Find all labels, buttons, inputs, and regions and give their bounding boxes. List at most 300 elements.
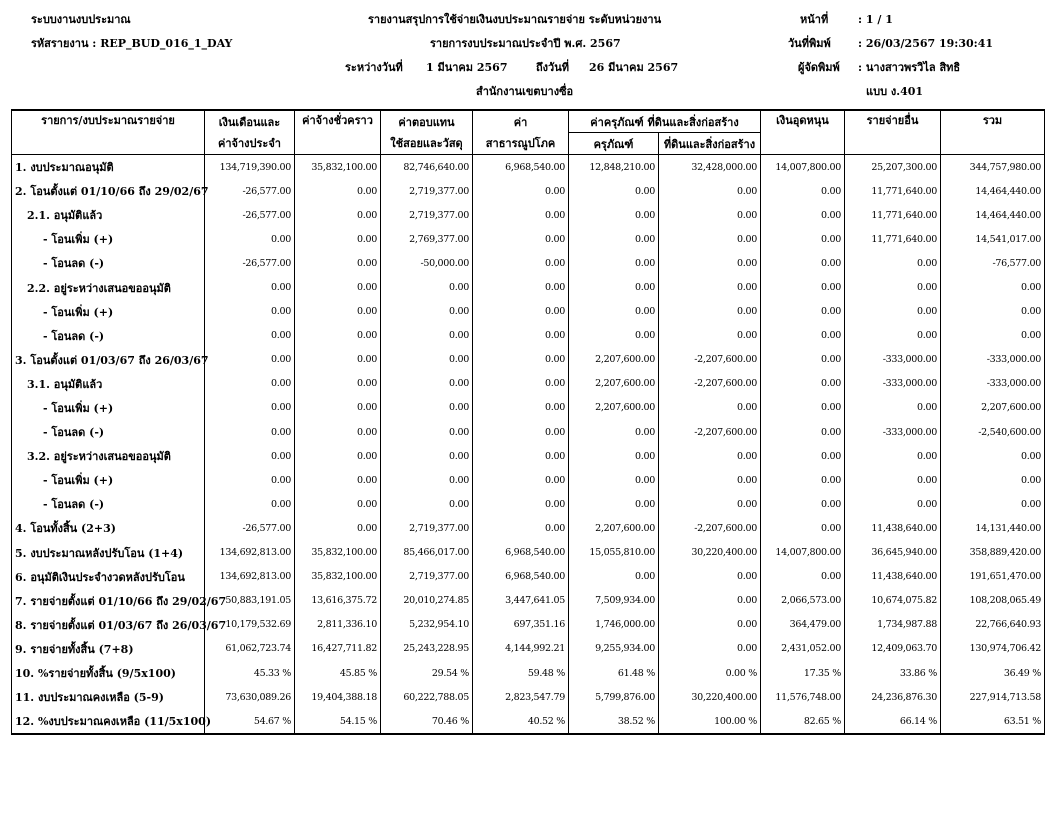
row-value: 73,630,089.26	[205, 685, 295, 709]
row-value: 0.00	[473, 348, 569, 372]
row-value: 54.15 %	[295, 709, 381, 734]
row-value: 11,576,748.00	[761, 685, 845, 709]
col-temp-wage-header-blank	[295, 133, 381, 155]
row-value: 227,914,713.58	[941, 685, 1045, 709]
row-value: -26,577.00	[205, 516, 295, 540]
row-value: 0.00	[569, 420, 659, 444]
row-value: 0.00	[761, 275, 845, 299]
row-value: 0.00	[761, 396, 845, 420]
row-value: 0.00	[473, 444, 569, 468]
row-value: 85,466,017.00	[381, 541, 473, 565]
row-value: 0.00	[569, 179, 659, 203]
row-label: 7. รายจ่ายตั้งแต่ 01/10/66 ถึง 29/02/67	[12, 589, 205, 613]
row-value: -333,000.00	[941, 372, 1045, 396]
row-label: 4. โอนทั้งสิ้น (2+3)	[12, 516, 205, 540]
row-value: 0.00	[381, 372, 473, 396]
budget-summary-table	[11, 109, 1045, 735]
table-row	[12, 251, 1045, 275]
row-value: 2,719,377.00	[381, 179, 473, 203]
row-value: 12,409,063.70	[845, 637, 941, 661]
row-value: 358,889,420.00	[941, 541, 1045, 565]
row-value: 0.00	[761, 372, 845, 396]
col-salary-header-1: เงินเดือนและ	[205, 110, 295, 133]
row-value: 0.00	[659, 589, 761, 613]
col-total-header: รวม	[941, 110, 1045, 133]
row-value: -333,000.00	[845, 348, 941, 372]
row-value: 0.00	[205, 227, 295, 251]
row-value: 0.00	[205, 275, 295, 299]
row-value: 0.00	[659, 396, 761, 420]
row-value: 11,771,640.00	[845, 227, 941, 251]
row-value: 1,734,987.88	[845, 613, 941, 637]
row-value: 364,479.00	[761, 613, 845, 637]
row-value: 36,645,940.00	[845, 541, 941, 565]
row-value: 0.00	[941, 468, 1045, 492]
row-value: 0.00	[381, 348, 473, 372]
row-value: 0.00	[941, 324, 1045, 348]
row-value: 0.00	[295, 468, 381, 492]
row-label: - โอนลด (-)	[12, 492, 205, 516]
row-value: 2,811,336.10	[295, 613, 381, 637]
row-value: 130,974,706.42	[941, 637, 1045, 661]
report-subtitle: รายการงบประมาณประจำปี พ.ศ. 2567	[430, 37, 621, 50]
row-value: 0.00	[381, 324, 473, 348]
row-value: -76,577.00	[941, 251, 1045, 275]
row-value: -333,000.00	[941, 348, 1045, 372]
col-durables-group-header: ค่าครุภัณฑ์ ที่ดินและสิ่งก่อสร้าง	[569, 110, 761, 133]
row-value: -2,207,600.00	[659, 372, 761, 396]
printer-value: : นางสาวพรวิไล สิทธิ	[858, 61, 961, 74]
row-value: 4,144,992.21	[473, 637, 569, 661]
report-title: รายงานสรุปการใช้จ่ายเงินงบประมาณรายจ่าย ระดับหน่วยงาน	[368, 13, 662, 26]
page-label: หน้าที่	[800, 13, 829, 26]
col-durables-header: ครุภัณฑ์	[569, 133, 659, 155]
table-body	[12, 155, 1045, 735]
row-value: 0.00	[205, 444, 295, 468]
row-value: 2,207,600.00	[569, 372, 659, 396]
row-value: 0.00	[845, 251, 941, 275]
row-value: 6,968,540.00	[473, 541, 569, 565]
row-value: 0.00	[845, 444, 941, 468]
row-value: 0.00	[761, 492, 845, 516]
row-value: 0.00	[659, 637, 761, 661]
table-row	[12, 492, 1045, 516]
col-subsidy-header: เงินอุดหนุน	[761, 110, 845, 133]
row-value: 12,848,210.00	[569, 155, 659, 180]
row-value: 0.00	[295, 179, 381, 203]
row-label: - โอนเพิ่ม (+)	[12, 468, 205, 492]
row-value: 0.00	[473, 203, 569, 227]
row-value: 2,207,600.00	[569, 348, 659, 372]
row-value: 0.00	[381, 300, 473, 324]
table-row	[12, 589, 1045, 613]
row-label: 2. โอนตั้งแต่ 01/10/66 ถึง 29/02/67	[12, 179, 205, 203]
row-value: 6,968,540.00	[473, 565, 569, 589]
form-code: แบบ ง.401	[866, 85, 924, 98]
row-value: 0.00	[295, 396, 381, 420]
period-to-label: ถึงวันที่	[536, 61, 569, 74]
row-value: 0.00	[659, 468, 761, 492]
row-value: -26,577.00	[205, 251, 295, 275]
row-value: 82,746,640.00	[381, 155, 473, 180]
row-value: 5,232,954.10	[381, 613, 473, 637]
row-value: 38.52 %	[569, 709, 659, 734]
row-value: 0.00	[295, 420, 381, 444]
row-value: 0.00	[659, 324, 761, 348]
row-value: 0.00	[295, 275, 381, 299]
row-value: 191,651,470.00	[941, 565, 1045, 589]
row-label: - โอนเพิ่ม (+)	[12, 300, 205, 324]
row-value: 0.00	[381, 420, 473, 444]
period-to: 26 มีนาคม 2567	[589, 61, 679, 74]
row-value: 0.00	[205, 492, 295, 516]
row-value: 0.00	[473, 516, 569, 540]
row-value: 0.00	[761, 203, 845, 227]
row-value: 0.00	[473, 275, 569, 299]
row-value: -2,207,600.00	[659, 348, 761, 372]
col-other-header-blank	[845, 133, 941, 155]
row-value: 11,771,640.00	[845, 203, 941, 227]
table-row	[12, 468, 1045, 492]
table-row	[12, 709, 1045, 734]
row-value: 60,222,788.05	[381, 685, 473, 709]
table-row	[12, 155, 1045, 180]
row-value: 35,832,100.00	[295, 565, 381, 589]
row-value: 10,179,532.69	[205, 613, 295, 637]
table-row	[12, 661, 1045, 685]
row-label: 8. รายจ่ายตั้งแต่ 01/03/67 ถึง 26/03/67	[12, 613, 205, 637]
row-value: 70.46 %	[381, 709, 473, 734]
row-value: -2,207,600.00	[659, 516, 761, 540]
row-value: 2,719,377.00	[381, 565, 473, 589]
row-value: 3,447,641.05	[473, 589, 569, 613]
print-date-value: : 26/03/2567 19:30:41	[858, 37, 994, 50]
row-value: -2,540,600.00	[941, 420, 1045, 444]
row-value: 0.00	[569, 227, 659, 251]
table-row	[12, 179, 1045, 203]
row-value: 6,968,540.00	[473, 155, 569, 180]
row-value: 29.54 %	[381, 661, 473, 685]
row-value: 2,823,547.79	[473, 685, 569, 709]
row-value: 16,427,711.82	[295, 637, 381, 661]
row-value: -50,000.00	[381, 251, 473, 275]
row-label: - โอนเพิ่ม (+)	[12, 396, 205, 420]
row-value: 54.67 %	[205, 709, 295, 734]
row-value: 108,208,065.49	[941, 589, 1045, 613]
row-value: 0.00	[941, 444, 1045, 468]
row-value: 7,509,934.00	[569, 589, 659, 613]
row-value: 19,404,388.18	[295, 685, 381, 709]
report-code: รหัสรายงาน : REP_BUD_016_1_DAY	[31, 37, 233, 50]
row-value: 82.65 %	[761, 709, 845, 734]
row-value: 63.51 %	[941, 709, 1045, 734]
row-value: 0.00	[941, 275, 1045, 299]
row-value: 0.00	[569, 300, 659, 324]
row-value: 2,431,052.00	[761, 637, 845, 661]
row-value: 40.52 %	[473, 709, 569, 734]
row-value: 2,066,573.00	[761, 589, 845, 613]
period-from-label: ระหว่างวันที่	[345, 61, 403, 74]
row-value: 1,746,000.00	[569, 613, 659, 637]
row-value: 2,719,377.00	[381, 203, 473, 227]
row-label: - โอนลด (-)	[12, 251, 205, 275]
row-value: 11,438,640.00	[845, 565, 941, 589]
table-row	[12, 420, 1045, 444]
row-value: 50,883,191.05	[205, 589, 295, 613]
table-row	[12, 300, 1045, 324]
row-value: 17.35 %	[761, 661, 845, 685]
row-value: 20,010,274.85	[381, 589, 473, 613]
row-label: 12. %งบประมาณคงเหลือ (11/5x100)	[12, 709, 205, 734]
row-value: 0.00	[659, 227, 761, 251]
row-value: 0.00	[295, 372, 381, 396]
row-value: 0.00	[295, 516, 381, 540]
row-value: 0.00	[659, 179, 761, 203]
row-value: 13,616,375.72	[295, 589, 381, 613]
row-value: 0.00	[473, 492, 569, 516]
row-value: 22,766,640.93	[941, 613, 1045, 637]
system-name: ระบบงานงบประมาณ	[31, 13, 131, 26]
row-value: 5,799,876.00	[569, 685, 659, 709]
row-value: 697,351.16	[473, 613, 569, 637]
row-value: 33.86 %	[845, 661, 941, 685]
printer-label: ผู้จัดพิมพ์	[798, 61, 840, 74]
row-label: 3.1. อนุมัติแล้ว	[12, 372, 205, 396]
row-label: 1. งบประมาณอนุมัติ	[12, 155, 205, 180]
col-subsidy-header-blank	[761, 133, 845, 155]
row-value: 2,719,377.00	[381, 516, 473, 540]
row-value: 0.00	[659, 613, 761, 637]
row-value: 0.00 %	[659, 661, 761, 685]
row-label: - โอนเพิ่ม (+)	[12, 227, 205, 251]
row-value: 0.00	[761, 444, 845, 468]
row-value: 35,832,100.00	[295, 541, 381, 565]
row-value: 0.00	[761, 324, 845, 348]
row-value: -333,000.00	[845, 420, 941, 444]
row-value: 0.00	[381, 275, 473, 299]
row-label: 6. อนุมัติเงินประจำงวดหลังปรับโอน	[12, 565, 205, 589]
row-value: 0.00	[473, 396, 569, 420]
row-value: 0.00	[659, 444, 761, 468]
row-value: 0.00	[473, 420, 569, 444]
row-value: 0.00	[761, 179, 845, 203]
table-row	[12, 203, 1045, 227]
table-row	[12, 396, 1045, 420]
row-value: 0.00	[845, 396, 941, 420]
row-value: 0.00	[205, 300, 295, 324]
row-value: 61,062,723.74	[205, 637, 295, 661]
row-value: 32,428,000.00	[659, 155, 761, 180]
row-value: 0.00	[295, 227, 381, 251]
period-from: 1 มีนาคม 2567	[426, 61, 508, 74]
row-value: 0.00	[295, 492, 381, 516]
row-label: 3. โอนตั้งแต่ 01/03/67 ถึง 26/03/67	[12, 348, 205, 372]
row-value: 2,207,600.00	[941, 396, 1045, 420]
col-item-header: รายการ/งบประมาณรายจ่าย	[12, 110, 205, 155]
row-value: 14,464,440.00	[941, 203, 1045, 227]
row-value: 0.00	[761, 251, 845, 275]
row-value: 11,438,640.00	[845, 516, 941, 540]
row-value: 0.00	[761, 348, 845, 372]
row-value: 45.85 %	[295, 661, 381, 685]
row-value: 0.00	[941, 492, 1045, 516]
table-row	[12, 685, 1045, 709]
row-value: 0.00	[659, 300, 761, 324]
row-value: 344,757,980.00	[941, 155, 1045, 180]
col-total-header-blank	[941, 133, 1045, 155]
row-value: 2,769,377.00	[381, 227, 473, 251]
row-value: 0.00	[473, 179, 569, 203]
row-label: - โอนลด (-)	[12, 420, 205, 444]
row-value: 59.48 %	[473, 661, 569, 685]
row-value: 10,674,075.82	[845, 589, 941, 613]
row-value: 0.00	[473, 300, 569, 324]
row-value: 0.00	[381, 492, 473, 516]
print-date-label: วันที่พิมพ์	[788, 37, 831, 50]
col-utilities-header-1: ค่า	[473, 110, 569, 133]
table-row	[12, 516, 1045, 540]
table-row	[12, 444, 1045, 468]
row-value: 0.00	[381, 444, 473, 468]
table-row	[12, 348, 1045, 372]
row-value: 0.00	[381, 396, 473, 420]
col-compensation-header-1: ค่าตอบแทน	[381, 110, 473, 133]
row-value: 0.00	[659, 565, 761, 589]
row-value: 14,541,017.00	[941, 227, 1045, 251]
row-value: -333,000.00	[845, 372, 941, 396]
col-salary-header-2: ค่าจ้างประจำ	[205, 133, 295, 155]
row-value: 0.00	[473, 251, 569, 275]
row-value: 14,007,800.00	[761, 155, 845, 180]
row-value: 14,464,440.00	[941, 179, 1045, 203]
row-value: 0.00	[473, 324, 569, 348]
row-value: 100.00 %	[659, 709, 761, 734]
row-value: 134,692,813.00	[205, 541, 295, 565]
row-label: 10. %รายจ่ายทั้งสิ้น (9/5x100)	[12, 661, 205, 685]
row-value: 25,207,300.00	[845, 155, 941, 180]
row-value: 0.00	[381, 468, 473, 492]
row-value: 0.00	[845, 275, 941, 299]
row-value: 0.00	[473, 468, 569, 492]
row-value: 9,255,934.00	[569, 637, 659, 661]
row-value: 0.00	[205, 420, 295, 444]
row-value: 25,243,228.95	[381, 637, 473, 661]
row-value: 0.00	[205, 468, 295, 492]
row-label: 9. รายจ่ายทั้งสิ้น (7+8)	[12, 637, 205, 661]
row-label: - โอนลด (-)	[12, 324, 205, 348]
row-value: 0.00	[295, 348, 381, 372]
col-temp-wage-header: ค่าจ้างชั่วคราว	[295, 110, 381, 133]
row-value: 0.00	[845, 300, 941, 324]
row-value: 61.48 %	[569, 661, 659, 685]
table-row	[12, 541, 1045, 565]
table-row	[12, 227, 1045, 251]
row-value: 30,220,400.00	[659, 685, 761, 709]
row-value: 2,207,600.00	[569, 396, 659, 420]
col-utilities-header-2: สาธารณูปโภค	[473, 133, 569, 155]
row-value: 66.14 %	[845, 709, 941, 734]
row-value: 0.00	[569, 565, 659, 589]
row-value: 45.33 %	[205, 661, 295, 685]
row-value: 0.00	[659, 492, 761, 516]
row-value: 0.00	[845, 468, 941, 492]
row-value: 0.00	[569, 444, 659, 468]
row-value: 0.00	[761, 227, 845, 251]
row-value: 0.00	[569, 275, 659, 299]
row-value: 0.00	[761, 420, 845, 444]
row-value: 36.49 %	[941, 661, 1045, 685]
table-row	[12, 372, 1045, 396]
row-value: 0.00	[205, 324, 295, 348]
table-row	[12, 565, 1045, 589]
row-value: 15,055,810.00	[569, 541, 659, 565]
row-value: 0.00	[761, 516, 845, 540]
row-value: 2,207,600.00	[569, 516, 659, 540]
col-compensation-header-2: ใช้สอยและวัสดุ	[381, 133, 473, 155]
table-row	[12, 613, 1045, 637]
row-value: 0.00	[205, 396, 295, 420]
row-value: 35,832,100.00	[295, 155, 381, 180]
row-value: 0.00	[569, 324, 659, 348]
table-row	[12, 275, 1045, 299]
row-label: 11. งบประมาณคงเหลือ (5-9)	[12, 685, 205, 709]
page-value: : 1 / 1	[858, 13, 893, 26]
row-label: 3.2. อยู่ระหว่างเสนอขออนุมัติ	[12, 444, 205, 468]
row-value: 0.00	[761, 300, 845, 324]
row-value: 0.00	[761, 565, 845, 589]
table-row	[12, 324, 1045, 348]
col-land-buildings-header: ที่ดินและสิ่งก่อสร้าง	[659, 133, 761, 155]
row-value: 0.00	[659, 275, 761, 299]
row-label: 2.1. อนุมัติแล้ว	[12, 203, 205, 227]
table-row	[12, 637, 1045, 661]
row-value: -26,577.00	[205, 203, 295, 227]
row-value: 14,007,800.00	[761, 541, 845, 565]
row-value: 0.00	[761, 468, 845, 492]
row-value: -26,577.00	[205, 179, 295, 203]
row-value: 0.00	[569, 251, 659, 275]
row-value: 0.00	[659, 251, 761, 275]
row-value: 0.00	[845, 492, 941, 516]
row-label: 5. งบประมาณหลังปรับโอน (1+4)	[12, 541, 205, 565]
row-value: 0.00	[473, 372, 569, 396]
office-name: สำนักงานเขตบางซื่อ	[476, 85, 574, 98]
row-value: 14,131,440.00	[941, 516, 1045, 540]
row-value: 134,692,813.00	[205, 565, 295, 589]
row-value: 0.00	[295, 251, 381, 275]
row-value: 0.00	[295, 324, 381, 348]
row-value: 30,220,400.00	[659, 541, 761, 565]
row-value: 0.00	[295, 300, 381, 324]
row-label: 2.2. อยู่ระหว่างเสนอขออนุมัติ	[12, 275, 205, 299]
row-value: 0.00	[569, 492, 659, 516]
row-value: 0.00	[295, 203, 381, 227]
row-value: 134,719,390.00	[205, 155, 295, 180]
row-value: 24,236,876.30	[845, 685, 941, 709]
row-value: 0.00	[205, 372, 295, 396]
row-value: 0.00	[941, 300, 1045, 324]
row-value: 0.00	[295, 444, 381, 468]
row-value: 0.00	[659, 203, 761, 227]
row-value: 0.00	[845, 324, 941, 348]
row-value: 0.00	[473, 227, 569, 251]
row-value: 0.00	[205, 348, 295, 372]
row-value: 0.00	[569, 203, 659, 227]
row-value: 0.00	[569, 468, 659, 492]
row-value: -2,207,600.00	[659, 420, 761, 444]
row-value: 11,771,640.00	[845, 179, 941, 203]
col-other-header: รายจ่ายอื่น	[845, 110, 941, 133]
